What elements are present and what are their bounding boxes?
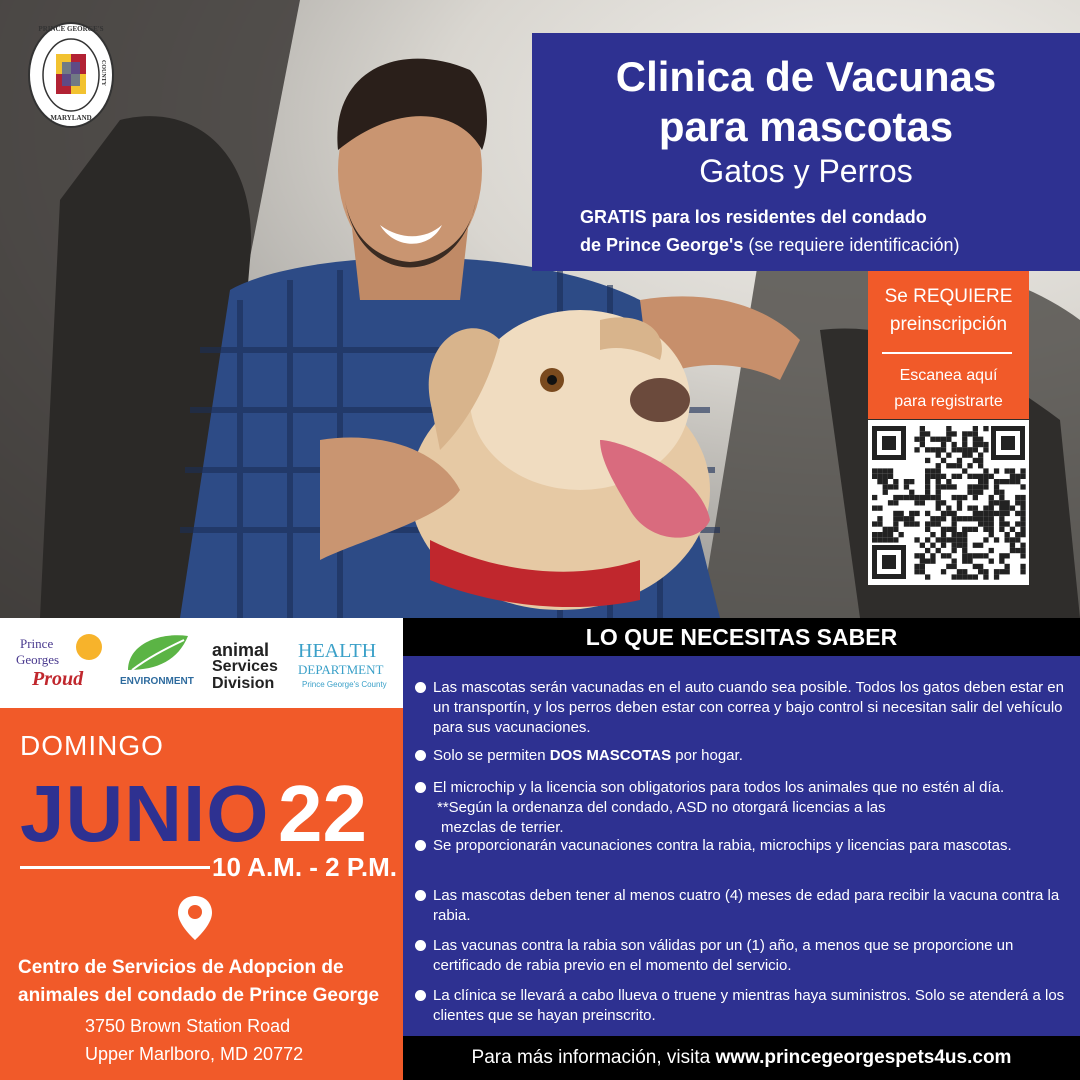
proud-logo-line-3: Proud bbox=[32, 668, 84, 690]
event-details-panel bbox=[0, 708, 403, 1080]
info-item-text: Las vacunas contra la rabia son válidas por un (1) año, a menos que se proporcione un certificado de rabia previo en el momento del servicio. bbox=[433, 937, 1014, 974]
free-note bbox=[580, 203, 959, 259]
partner-logos bbox=[0, 618, 403, 708]
info-item-1 bbox=[415, 678, 1080, 738]
footer-text: Para más información, visita bbox=[471, 1047, 716, 1068]
event-time: 10 A.M. - 2 P.M. bbox=[212, 852, 397, 882]
registration-scan-line-1: Escanea aquí bbox=[899, 367, 998, 384]
environment-logo-text: ENVIRONMENT bbox=[120, 676, 194, 687]
info-item-4 bbox=[415, 836, 1080, 856]
animal-logo-line-1: animal bbox=[212, 640, 270, 660]
info-item-note-2: mezclas de terrier. bbox=[441, 819, 564, 836]
title-subtitle: Gatos y Perros bbox=[699, 153, 913, 189]
bullet-icon bbox=[415, 782, 426, 793]
bullet-icon bbox=[415, 940, 426, 951]
health-logo-line-1: HEALTH bbox=[298, 640, 377, 662]
info-heading: LO QUE NECESITAS SABER bbox=[403, 618, 1080, 656]
event-address bbox=[85, 1012, 303, 1068]
bullet-icon bbox=[415, 990, 426, 1001]
registration-required bbox=[868, 283, 1029, 339]
title-line-1: Clinica de Vacunas bbox=[615, 53, 997, 100]
animal-logo-line-2: Services bbox=[212, 658, 278, 675]
registration-panel bbox=[868, 271, 1029, 419]
title-line-2: para mascotas bbox=[658, 103, 954, 150]
registration-required-line-1: Se REQUIERE bbox=[884, 286, 1013, 307]
health-department-logo bbox=[296, 630, 400, 696]
prince-georges-proud-logo bbox=[14, 630, 104, 696]
registration-qr-code[interactable] bbox=[868, 420, 1029, 585]
info-item-text: por hogar. bbox=[671, 747, 743, 764]
bullet-icon bbox=[415, 890, 426, 901]
info-item-text: El microchip y la licencia son obligatorios para todos los animales que no estén al día. bbox=[433, 779, 1005, 796]
info-item-bold: DOS MASCOTAS bbox=[549, 747, 672, 764]
free-note-bold-1: GRATIS para los residentes del condado bbox=[580, 207, 927, 227]
info-item-text: La clínica se llevará a cabo llueva o truene y mientras haya suministros. Solo se atenderá a los clientes que se hayan preinscrito. bbox=[433, 987, 1065, 1024]
registration-divider bbox=[882, 352, 1012, 354]
info-item-text: Se proporcionarán vacunaciones contra la rabia, microchips y licencias para mascotas. bbox=[433, 837, 1012, 854]
bullet-icon bbox=[415, 840, 426, 851]
event-address-line-1: 3750 Brown Station Road bbox=[85, 1016, 291, 1036]
health-logo-line-3: Prince George's County bbox=[302, 680, 387, 689]
event-weekday: DOMINGO bbox=[20, 730, 164, 761]
bullet-icon bbox=[415, 682, 426, 693]
info-item-text: Solo se permiten bbox=[433, 747, 550, 764]
seal-bottom-text: MARYLAND bbox=[50, 114, 92, 122]
event-address-line-2: Upper Marlboro, MD 20772 bbox=[85, 1044, 304, 1064]
bullet-icon bbox=[415, 750, 426, 761]
event-venue bbox=[18, 954, 379, 1010]
health-logo-line-2: DEPARTMENT bbox=[298, 662, 384, 677]
proud-logo-line-2: Georges bbox=[16, 652, 60, 667]
animal-logo-line-3: Division bbox=[212, 675, 275, 692]
info-item-6 bbox=[415, 936, 1080, 976]
info-item-note-1: **Según la ordenanza del condado, ASD no otorgará licencias a las bbox=[437, 799, 886, 816]
info-item-text: Las mascotas deben tener al menos cuatro (4) meses de edad para recibir la vacuna contra la rabia. bbox=[433, 887, 1060, 924]
proud-logo-line-1: Prince bbox=[20, 636, 54, 651]
leaf-icon bbox=[118, 630, 202, 674]
title-panel bbox=[532, 33, 1080, 271]
time-divider bbox=[20, 866, 210, 869]
seal-right-text: COUNTY bbox=[100, 59, 107, 87]
event-month: JUNIO bbox=[20, 769, 270, 858]
event-venue-line-2: animales del condado de Prince George bbox=[18, 985, 380, 1006]
info-item-2 bbox=[415, 746, 1080, 766]
event-venue-line-1: Centro de Servicios de Adopcion de bbox=[18, 957, 344, 978]
footer-website-link[interactable]: www.princegeorgespets4us.com bbox=[715, 1047, 1012, 1068]
county-seal bbox=[28, 22, 114, 128]
registration-required-line-2: preinscripción bbox=[889, 314, 1008, 335]
registration-scan-line-2: para registrarte bbox=[894, 393, 1003, 410]
registration-scan bbox=[868, 363, 1029, 415]
info-item-7 bbox=[415, 986, 1080, 1026]
location-pin-icon bbox=[176, 894, 214, 942]
info-item-3 bbox=[415, 778, 1080, 838]
info-item-text: Las mascotas serán vacunadas en el auto cuando sea posible. Todos los gatos deben estar en un transportín, y los perros deben estar con correa y bajo control si necesitan salir del vehículo para sus vacunaciones. bbox=[433, 679, 1064, 736]
info-item-5 bbox=[415, 886, 1080, 926]
environment-logo bbox=[118, 630, 202, 696]
info-list bbox=[403, 656, 1080, 1036]
free-note-id: (se requiere identificación) bbox=[743, 235, 960, 255]
footer-bar bbox=[403, 1036, 1080, 1080]
seal-top-text: PRINCE GEORGE'S bbox=[38, 25, 104, 33]
free-note-bold-2: de Prince George's bbox=[580, 235, 744, 255]
event-day: 22 bbox=[278, 769, 367, 858]
animal-services-logo bbox=[208, 630, 292, 696]
